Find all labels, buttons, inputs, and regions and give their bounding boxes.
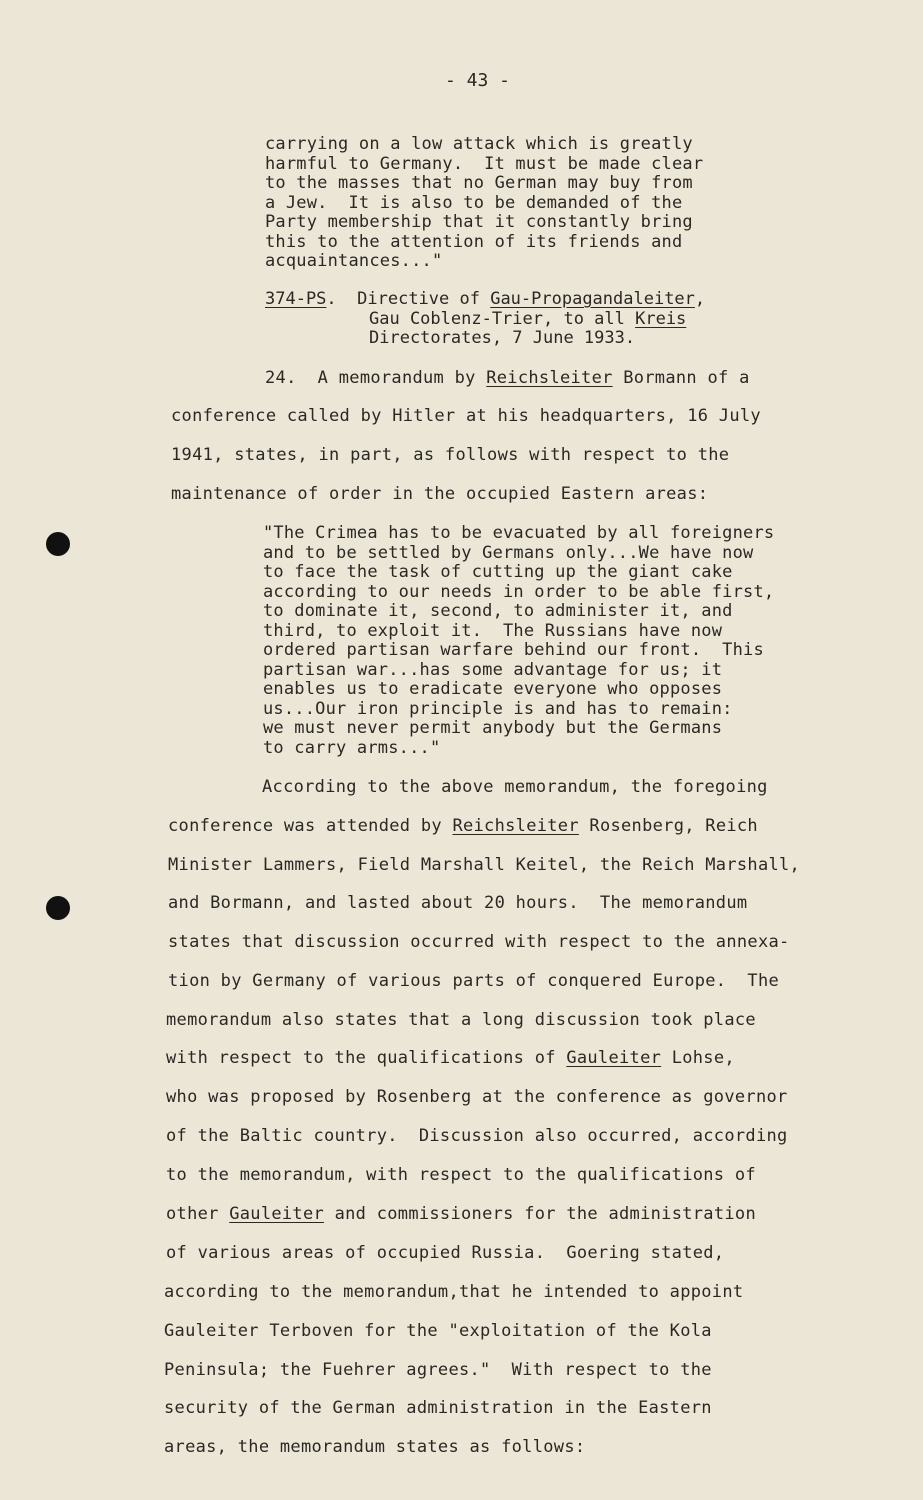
paragraph-line: and Bormann, and lasted about 20 hours. The memorandum xyxy=(168,893,748,913)
quote-line: ordered partisan warfare behind our front. This xyxy=(263,640,764,660)
paragraph-line: Gauleiter Terboven for the "exploitation of the Kola xyxy=(164,1321,712,1341)
paragraph-line: of the Baltic country. Discussion also occurred, according xyxy=(166,1126,788,1146)
quote-line: partisan war...has some advantage for us; it xyxy=(263,659,723,680)
quote-line: to carry arms..." xyxy=(263,737,441,758)
paragraph-line: tion by Germany of various parts of conquered Europe. The xyxy=(168,971,780,991)
document-reference: 374-PS xyxy=(265,289,327,309)
citation-line: Gau Coblenz-Trier, to all Kreis xyxy=(369,308,687,329)
paragraph-line: who was proposed by Rosenberg at the conference as governor xyxy=(166,1087,788,1107)
quote-line: harmful to Germany. It must be made clear xyxy=(265,153,704,174)
quote-line: acquaintances..." xyxy=(265,251,443,271)
paragraph-line: maintenance of order in the occupied Eastern areas: xyxy=(171,484,709,504)
quote-line: "The Crimea has to be evacuated by all foreigners xyxy=(263,523,775,543)
paragraph-line: states that discussion occurred with respect to the annexa- xyxy=(168,932,790,952)
quote-line: we must never permit anybody but the Germans xyxy=(263,718,723,738)
paragraph-line: of various areas of occupied Russia. Goering stated, xyxy=(166,1243,725,1263)
quote-line: to the masses that no German may buy from xyxy=(265,173,693,193)
paragraph-line: conference called by Hitler at his headquarters, 16 July xyxy=(171,406,761,426)
paragraph-line: 1941, states, in part, as follows with respect to the xyxy=(171,445,730,465)
citation-line: 374-PS. Directive of Gau-Propagandaleiter, xyxy=(265,289,706,309)
paragraph-line: Minister Lammers, Field Marshall Keitel, the Reich Marshall, xyxy=(168,855,801,875)
quote-line: and to be settled by Germans only...We have now xyxy=(263,542,754,563)
quote-line: according to our needs in order to be able first, xyxy=(263,581,775,602)
paragraph-line: memorandum also states that a long discussion took place xyxy=(166,1010,756,1030)
citation-line: Directorates, 7 June 1933. xyxy=(369,328,636,348)
paragraph-line: according to the memorandum,that he intended to appoint xyxy=(164,1282,744,1302)
page-number: - 43 - xyxy=(445,70,511,91)
quote-line: third, to exploit it. The Russians have now xyxy=(263,620,723,641)
quote-line: us...Our iron principle is and has to remain: xyxy=(263,698,733,719)
quote-line: this to the attention of its friends and xyxy=(265,231,683,252)
paragraph-line: with respect to the qualifications of Gauleiter Lohse, xyxy=(166,1048,735,1068)
quote-line: Party membership that it constantly bring xyxy=(265,212,693,232)
quote-line: to face the task of cutting up the giant cake xyxy=(263,562,733,582)
paragraph-line: According to the above memorandum, the foregoing xyxy=(262,777,768,797)
punch-hole xyxy=(46,896,70,920)
quote-line: carrying on a low attack which is greatly xyxy=(265,134,693,154)
paragraph-line: conference was attended by Reichsleiter Rosenberg, Reich xyxy=(168,816,758,836)
paragraph-line: Peninsula; the Fuehrer agrees." With respect to the xyxy=(164,1360,712,1380)
quote-line: to dominate it, second, to administer it, and xyxy=(263,601,733,621)
paragraph-line: 24. A memorandum by Reichsleiter Bormann of a xyxy=(265,368,750,388)
quote-line: enables us to eradicate everyone who opposes xyxy=(263,679,723,699)
paragraph-line: other Gauleiter and commissioners for the administration xyxy=(166,1204,756,1224)
punch-hole xyxy=(46,532,70,556)
paragraph-line: security of the German administration in the Eastern xyxy=(164,1398,712,1418)
paragraph-line: to the memorandum, with respect to the qualifications of xyxy=(166,1165,756,1185)
quote-line: a Jew. It is also to be demanded of the xyxy=(265,192,683,213)
paragraph-line: areas, the memorandum states as follows: xyxy=(164,1437,586,1457)
